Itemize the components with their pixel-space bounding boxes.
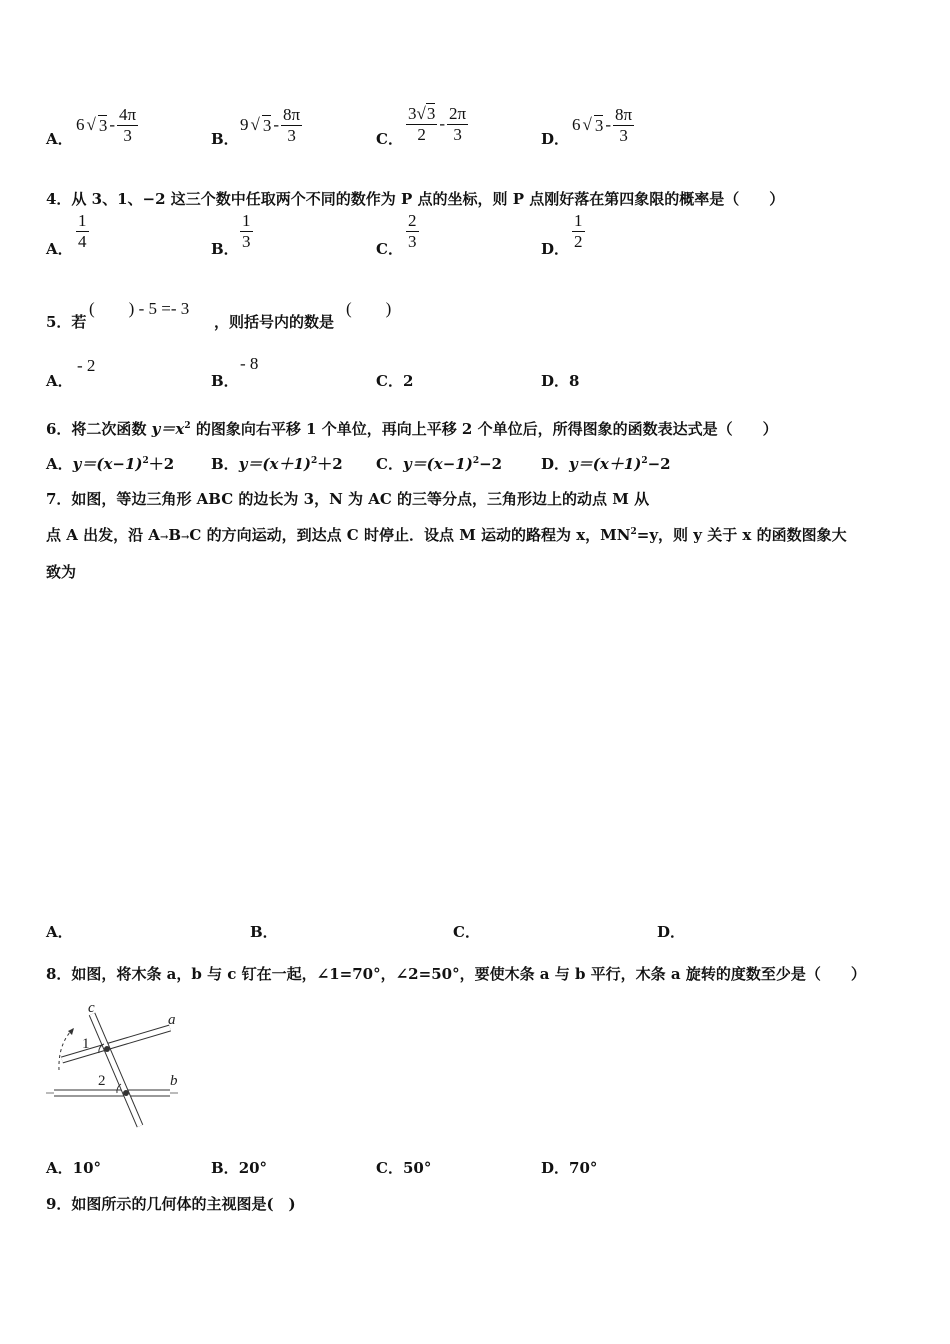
option-tail: −2	[479, 455, 503, 473]
numerator: 1	[242, 211, 251, 230]
q4-option-b-letter: B．	[211, 240, 239, 258]
function-expr: y＝x	[151, 420, 185, 438]
numerator: 8π	[283, 105, 301, 124]
option-letter: C．	[376, 455, 403, 473]
option-letter: D．	[541, 130, 570, 148]
q8-option-b	[211, 1157, 267, 1178]
option-value: 10°	[72, 1159, 102, 1177]
stick-c	[92, 1014, 140, 1126]
q8-stem: 8．如图，将木条 a，b 与 c 钉在一起，∠1=70°，∠2=50°，要使木条 a 与 b 平行，木条 a 旋转的度数至少是（ ）	[46, 965, 866, 983]
q4-option-a-fraction	[76, 212, 89, 251]
coefficient: 6	[76, 115, 85, 135]
numerator: 4π	[119, 105, 137, 124]
option-value: 50°	[402, 1159, 432, 1177]
q3-option-d-expr	[572, 106, 634, 145]
radical-sign: √	[86, 115, 96, 135]
q6-option-a	[46, 453, 174, 474]
minus-sign: -	[605, 115, 612, 135]
q7-option-b: B．	[250, 923, 278, 941]
option-value: 2	[402, 372, 414, 390]
label-angle-2: 2	[98, 1073, 106, 1089]
q3-option-c	[376, 128, 403, 149]
q3-option-b	[211, 128, 239, 149]
nail-icon	[104, 1046, 110, 1052]
exponent: 2	[472, 456, 480, 466]
q3-option-a	[46, 128, 73, 149]
q8-option-a	[46, 1157, 101, 1178]
option-letter: B．	[211, 455, 239, 473]
coefficient: 3	[408, 104, 417, 123]
coefficient: 9	[240, 115, 249, 135]
numerator: 8π	[615, 105, 633, 124]
q4-option-d-fraction	[572, 212, 585, 251]
q3-option-c-expr	[406, 104, 468, 144]
q5-prefix: 5．若	[46, 313, 87, 331]
q8-option-d	[541, 1157, 597, 1178]
radical-sign: √	[250, 115, 260, 135]
numerator: 2π	[449, 104, 467, 123]
label-angle-1: 1	[82, 1036, 90, 1052]
radicand: 3	[262, 115, 272, 135]
q5-option-a-value: - 2	[77, 356, 96, 375]
denominator: 3	[408, 231, 417, 251]
minus-sign: -	[439, 114, 446, 134]
option-expr: y＝(x−1)	[402, 455, 473, 473]
q6-option-c	[376, 453, 502, 474]
q5-middle: ，则括号内的数是	[214, 313, 335, 331]
q5-option-d	[541, 370, 579, 391]
option-tail: ＋2	[317, 455, 343, 473]
stem-part: 点 A 出发，沿 A	[46, 526, 160, 544]
q5-option-c	[376, 370, 413, 391]
minus-sign: -	[109, 115, 116, 135]
option-letter: B．	[211, 130, 239, 148]
fraction-sqrt	[406, 105, 437, 144]
option-expr: y＝(x＋1)	[569, 455, 642, 473]
option-letter: A．	[46, 130, 73, 148]
fraction	[447, 105, 468, 144]
q7-option-d: D．	[657, 923, 686, 941]
arrow-icon: →	[159, 532, 169, 543]
stem-part: 6．将二次函数	[46, 420, 152, 438]
minus-sign: -	[273, 115, 280, 135]
q4-option-b-fraction	[240, 212, 253, 251]
numerator: 1	[78, 211, 87, 230]
option-letter: D．	[541, 455, 570, 473]
stem-part: C 的方向运动，到达点 C 时停止．设点 M 运动的路程为 x，MN	[189, 526, 631, 544]
option-letter: D．	[541, 372, 570, 390]
radical-sign: √	[582, 115, 592, 135]
label-b: b	[170, 1073, 178, 1089]
numerator: 1	[574, 211, 583, 230]
exponent: 2	[641, 456, 648, 466]
nail-icon	[123, 1090, 129, 1096]
q6-option-d	[541, 453, 671, 474]
numerator	[406, 105, 437, 125]
radical-sign: √	[416, 104, 426, 123]
q5-blank: ( )	[346, 299, 392, 318]
q4-option-d-letter: D．	[541, 240, 570, 258]
label-c: c	[88, 1000, 95, 1016]
q8-option-c	[376, 1157, 431, 1178]
option-letter: A．	[46, 1159, 73, 1177]
denominator: 4	[78, 231, 87, 251]
q7-line3: 致为	[46, 563, 77, 581]
denominator: 3	[619, 125, 628, 145]
option-value: 70°	[569, 1159, 598, 1177]
exponent: 2	[310, 456, 318, 466]
q5-option-a-letter: A．	[46, 372, 73, 390]
q6-stem	[46, 418, 778, 439]
option-letter: C．	[376, 372, 403, 390]
stem-part: B	[168, 526, 182, 544]
q4-option-c-fraction	[406, 212, 419, 251]
q5-option-b-letter: B．	[211, 372, 239, 390]
q3-option-a-expr	[76, 106, 138, 145]
radicand: 3	[594, 115, 604, 135]
q7-option-c: C．	[453, 923, 480, 941]
option-expr: y＝(x＋1)	[238, 455, 311, 473]
denominator: 3	[123, 125, 132, 145]
q7-option-a: A．	[46, 923, 73, 941]
fraction	[117, 106, 138, 145]
q5-equation: ( ) - 5 =- 3	[89, 299, 190, 318]
option-expr: y＝(x−1)	[72, 455, 143, 473]
exponent: 2	[630, 527, 637, 537]
stick-a	[62, 1028, 170, 1060]
exponent: 2	[184, 421, 191, 431]
denominator: 3	[242, 231, 251, 251]
q8-figure-wooden-sticks	[44, 998, 194, 1134]
q3-option-b-expr	[240, 106, 302, 145]
stem-part: =y，则 y 关于 x 的函数图象大	[636, 526, 847, 544]
stem-part: 的图象向右平移 1 个单位，再向上平移 2 个单位后，所得图象的函数表达式是（ ）	[190, 420, 778, 438]
radicand: 3	[426, 104, 436, 123]
denominator: 3	[453, 124, 462, 144]
label-a: a	[168, 1012, 176, 1028]
q4-stem: 4．从 3、1、−2 这三个数中任取两个不同的数作为 P 点的坐标，则 P 点刚好落在第四象限的概率是（ ）	[46, 190, 785, 208]
option-value: 20°	[238, 1159, 268, 1177]
option-letter: B．	[211, 1159, 239, 1177]
exponent: 2	[142, 456, 149, 466]
option-tail: −2	[647, 455, 671, 473]
denominator: 2	[574, 231, 583, 251]
option-tail: ＋2	[148, 455, 175, 473]
q4-option-c-letter: C．	[376, 240, 403, 258]
option-letter: D．	[541, 1159, 570, 1177]
denominator: 2	[417, 124, 426, 144]
q6-option-b	[211, 453, 343, 474]
q3-option-d	[541, 128, 569, 149]
q5-option-b-value: - 8	[240, 354, 259, 373]
q7-line2	[46, 524, 847, 545]
option-letter: C．	[376, 1159, 403, 1177]
fraction	[613, 106, 634, 145]
q4-option-a-letter: A．	[46, 240, 73, 258]
option-letter: C．	[376, 130, 403, 148]
coefficient: 6	[572, 115, 581, 135]
option-letter: A．	[46, 455, 73, 473]
q9-stem: 9．如图所示的几何体的主视图是( )	[46, 1195, 296, 1213]
denominator: 3	[287, 125, 296, 145]
option-value: 8	[569, 372, 580, 390]
radicand: 3	[98, 115, 108, 135]
fraction	[281, 106, 302, 145]
q7-line1: 7．如图，等边三角形 ABC 的边长为 3，N 为 AC 的三等分点，三角形边上的动点 M 从	[46, 490, 650, 508]
arrow-icon: →	[181, 532, 190, 543]
numerator: 2	[408, 211, 417, 230]
